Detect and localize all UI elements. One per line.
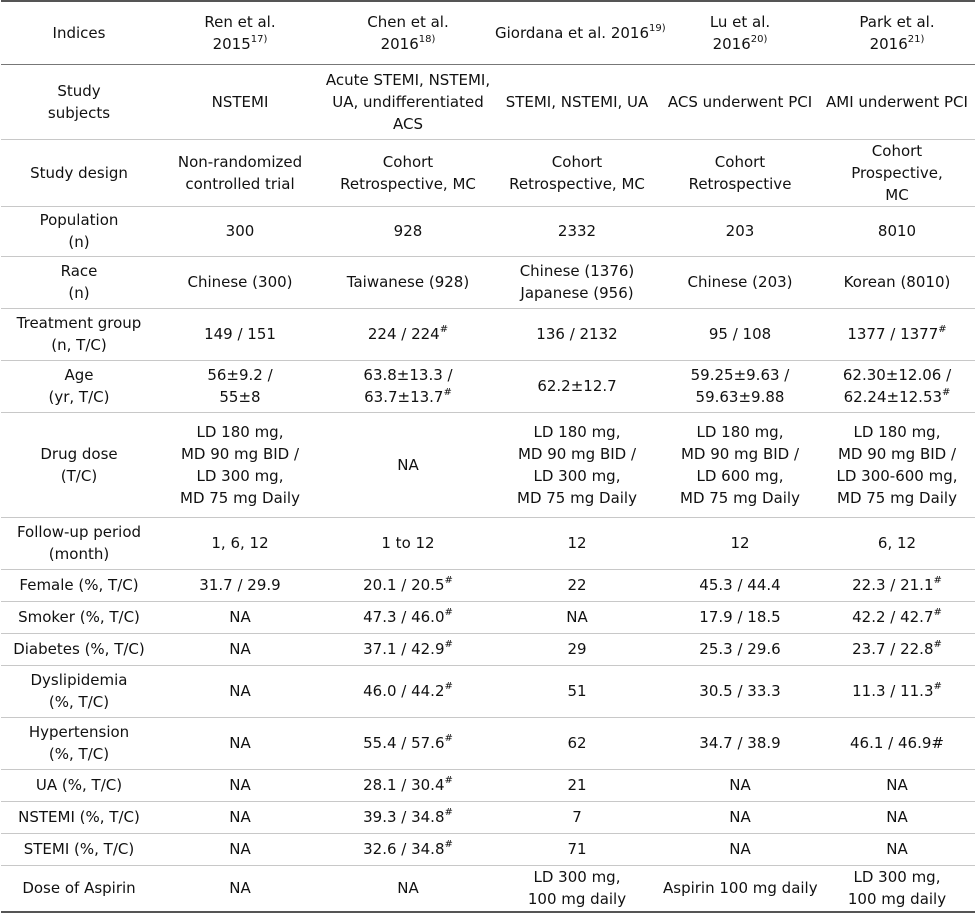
cell-line: 46.0 / 44.2#: [363, 681, 453, 700]
superscript: #: [933, 607, 942, 618]
table-cell: [157, 833, 323, 865]
cell-line: 59.25±9.63 /: [690, 366, 790, 384]
cell-line: ACS: [393, 114, 423, 133]
superscript: #: [933, 681, 942, 692]
table-cell: [493, 517, 661, 569]
cell-line: NA: [397, 879, 419, 898]
cell-line: 149 / 151: [204, 325, 276, 343]
table-row: [1, 801, 975, 833]
table-row: [1, 633, 975, 665]
table-cell: [661, 801, 819, 833]
table-cell: [323, 360, 493, 412]
cell-line: MD 90 mg BID /: [680, 444, 800, 463]
cell-line: 23.7 / 22.8#: [852, 639, 942, 658]
table-cell: [819, 569, 975, 601]
cell-line: LD 300 mg,: [533, 868, 621, 887]
table-cell: [323, 833, 493, 865]
cell-line: 63.8±13.3 /: [363, 366, 453, 384]
cell-line: 8010: [877, 222, 917, 240]
table-cell: [323, 517, 493, 569]
cell-line: STEMI (%, T/C): [23, 840, 135, 858]
superscript: #: [933, 575, 942, 586]
table-cell: [661, 769, 819, 801]
table-row: [1, 569, 975, 601]
cell-line: (yr, T/C): [48, 388, 110, 406]
table-cell: [323, 865, 493, 912]
cell-line: 62: [567, 734, 587, 752]
cell-line: NA: [229, 734, 251, 752]
cell-line: Hypertension: [28, 723, 130, 741]
table-cell: [493, 717, 661, 769]
table-cell: [819, 665, 975, 717]
table-row: [1, 308, 975, 360]
comparison-table: [1, 0, 975, 913]
cell-line: Ren et al.: [204, 12, 276, 31]
table-cell: [323, 64, 493, 139]
cell-line: NA: [886, 840, 908, 858]
cell-line: NA: [229, 879, 251, 898]
cell-line: MD 90 mg BID /: [837, 444, 957, 463]
table-cell: [493, 601, 661, 633]
superscript: #: [443, 387, 452, 398]
table-cell: [661, 517, 819, 569]
cell-line: 6, 12: [877, 534, 917, 552]
superscript: 17): [250, 33, 268, 45]
table-cell: [493, 769, 661, 801]
cell-line: 12: [567, 534, 587, 552]
cell-line: LD 300 mg,: [853, 868, 941, 887]
cell-line: MD 75 mg Daily: [517, 488, 637, 507]
table-cell: [157, 412, 323, 517]
superscript: #: [933, 639, 942, 650]
cell-line: LD 180 mg,: [853, 422, 941, 441]
table-cell: [157, 360, 323, 412]
cell-line: 62.24±12.53#: [843, 387, 951, 406]
cell-line: 2016$^{18)}$: [380, 33, 436, 53]
cell-line: 1, 6, 12: [211, 534, 269, 552]
cell-line: 2015$^{17)}$: [212, 33, 268, 53]
table-cell: [323, 717, 493, 769]
table-cell: [819, 360, 975, 412]
cell-line: MD 75 mg Daily: [837, 488, 957, 507]
table-cell: [661, 139, 819, 206]
cell-line: (month): [48, 545, 110, 563]
table-cell: [323, 769, 493, 801]
table-cell: [661, 633, 819, 665]
superscript: #: [444, 807, 453, 818]
table-cell: [819, 308, 975, 360]
table-cell: [819, 801, 975, 833]
cell-line: Age: [64, 366, 94, 384]
cell-line: NA: [229, 640, 251, 658]
cell-line: 21: [567, 776, 587, 794]
cell-line: NA: [729, 840, 751, 858]
cell-line: 1377 / 1377#: [847, 324, 947, 343]
cell-line: 2016$^{20)}$: [712, 33, 768, 53]
cell-line: MD 75 mg Daily: [680, 488, 800, 507]
cell-line: NA: [566, 608, 588, 626]
table-cell: [493, 633, 661, 665]
table-cell: [157, 569, 323, 601]
cell-line: 22.3 / 21.1#: [852, 575, 942, 594]
cell-line: UA (%, T/C): [35, 776, 123, 794]
table-cell: [323, 665, 493, 717]
table-row: [1, 665, 975, 717]
cell-line: LD 180 mg,: [533, 422, 621, 441]
cell-line: Non-randomized: [177, 152, 303, 171]
table-cell: [323, 412, 493, 517]
cell-line: 29: [567, 640, 587, 658]
superscript: #: [444, 775, 453, 786]
cell-line: 12: [730, 534, 750, 552]
superscript: #: [444, 639, 453, 650]
cell-line: LD 300-600 mg,: [836, 466, 958, 485]
row-label: [1, 601, 157, 633]
cell-line: 100 mg daily: [847, 890, 947, 909]
cell-line: 17.9 / 18.5: [699, 608, 781, 626]
cell-line: 63.7±13.7#: [364, 387, 452, 406]
row-label: [1, 801, 157, 833]
table-cell: [157, 206, 323, 256]
superscript: 18): [418, 33, 436, 45]
cell-line: 31.7 / 29.9: [199, 576, 281, 594]
superscript: #: [942, 387, 951, 398]
table-cell: [493, 64, 661, 139]
table-cell: [157, 865, 323, 912]
table-cell: [157, 601, 323, 633]
cell-line: Population: [39, 211, 119, 229]
cell-line: 45.3 / 44.4: [699, 576, 781, 594]
cell-line: (%, T/C): [48, 745, 110, 763]
table-cell: [493, 256, 661, 308]
table-cell: [323, 206, 493, 256]
cell-line: 39.3 / 34.8#: [363, 807, 453, 826]
row-label: [1, 256, 157, 308]
cell-line: 300: [225, 222, 255, 240]
table-cell: [661, 360, 819, 412]
table-cell: [819, 601, 975, 633]
cell-line: NA: [229, 840, 251, 858]
cell-line: NA: [229, 682, 251, 700]
table-row: [1, 717, 975, 769]
row-label: [1, 206, 157, 256]
table-cell: [157, 256, 323, 308]
table-cell: [157, 64, 323, 139]
table-row: [1, 517, 975, 569]
cell-line: Dose of Aspirin: [22, 879, 136, 898]
cell-line: 51: [567, 682, 587, 700]
cell-line: UA, undifferentiated: [332, 92, 484, 111]
table-row: [1, 412, 975, 517]
superscript: #: [444, 839, 453, 850]
table-cell: [493, 139, 661, 206]
table-cell: [323, 633, 493, 665]
cell-line: LD 300 mg,: [533, 466, 621, 485]
cell-line: MD 90 mg BID /: [180, 444, 300, 463]
superscript: #: [444, 733, 453, 744]
table-cell: [661, 412, 819, 517]
cell-line: 100 mg daily: [527, 890, 627, 909]
header-cell: [661, 1, 819, 64]
cell-line: MC: [885, 185, 909, 204]
cell-line: 22: [567, 576, 587, 594]
cell-line: 136 / 2132: [536, 325, 618, 343]
header-row: [1, 1, 975, 64]
cell-line: Cohort: [551, 152, 603, 171]
cell-line: subjects: [47, 103, 111, 122]
cell-line: (%, T/C): [48, 693, 110, 711]
cell-line: LD 180 mg,: [696, 422, 784, 441]
table-cell: [157, 308, 323, 360]
table-row: [1, 601, 975, 633]
cell-line: STEMI, NSTEMI, UA: [505, 92, 649, 111]
table-body: [1, 1, 975, 912]
table-cell: [661, 256, 819, 308]
cell-line: 20.1 / 20.5#: [363, 575, 453, 594]
table-row: [1, 360, 975, 412]
superscript: 20): [750, 33, 768, 45]
superscript: 21): [907, 33, 925, 45]
cell-line: Dyslipidemia: [30, 671, 128, 689]
cell-line: 62.30±12.06 /: [842, 366, 952, 384]
table-cell: [323, 569, 493, 601]
superscript: #: [938, 324, 947, 335]
table-cell: [661, 665, 819, 717]
cell-line: NA: [729, 776, 751, 794]
cell-line: Smoker (%, T/C): [18, 608, 140, 626]
cell-line: (n): [68, 233, 90, 251]
table-cell: [493, 801, 661, 833]
cell-line: 95 / 108: [708, 325, 772, 343]
cell-line: 47.3 / 46.0#: [363, 607, 453, 626]
row-label: [1, 139, 157, 206]
table-cell: [819, 139, 975, 206]
table-cell: [661, 64, 819, 139]
cell-line: 30.5 / 33.3: [699, 682, 781, 700]
table-cell: [157, 139, 323, 206]
cell-line: MD 75 mg Daily: [180, 488, 300, 507]
table-row: [1, 865, 975, 912]
cell-line: NA: [397, 455, 419, 474]
cell-line: Study: [57, 81, 101, 100]
table-cell: [819, 206, 975, 256]
cell-line: 62.2±12.7: [537, 377, 617, 395]
cell-line: 7: [572, 808, 582, 826]
table-cell: [493, 206, 661, 256]
cell-line: Retrospective, MC: [509, 174, 645, 193]
table-cell: [819, 256, 975, 308]
table-cell: [493, 308, 661, 360]
table-cell: [493, 412, 661, 517]
header-cell: [1, 1, 157, 64]
cell-line: Korean (8010): [843, 273, 951, 291]
cell-line: NA: [729, 808, 751, 826]
cell-line: AMI underwent PCI: [826, 92, 968, 111]
table-cell: [819, 412, 975, 517]
table-cell: [157, 717, 323, 769]
cell-line: LD 180 mg,: [196, 422, 284, 441]
cell-line: Cohort: [382, 152, 434, 171]
cell-line: NSTEMI (%, T/C): [18, 808, 140, 826]
row-label: [1, 717, 157, 769]
cell-line: LD 600 mg,: [696, 466, 784, 485]
table-row: [1, 206, 975, 256]
table-cell: [157, 633, 323, 665]
superscript: #: [444, 607, 453, 618]
cell-line: NA: [229, 608, 251, 626]
table-cell: [819, 717, 975, 769]
table-cell: [819, 769, 975, 801]
cell-line: NSTEMI: [211, 92, 269, 111]
cell-line: 56±9.2 /: [207, 366, 273, 384]
table-cell: [323, 601, 493, 633]
table-cell: [323, 308, 493, 360]
cell-line: controlled trial: [185, 174, 295, 193]
cell-line: 34.7 / 38.9: [699, 734, 781, 752]
cell-line: Treatment group: [16, 314, 142, 332]
cell-line: 46.1 / 46.9#: [850, 734, 944, 752]
superscript: #: [439, 324, 449, 335]
cell-line: Acute STEMI, NSTEMI,: [325, 70, 491, 89]
cell-line: Cohort: [714, 152, 766, 171]
cell-line: NA: [229, 808, 251, 826]
row-label: [1, 865, 157, 912]
row-label: [1, 412, 157, 517]
table-cell: [661, 601, 819, 633]
cell-line: Park et al.: [859, 12, 935, 31]
row-label: [1, 833, 157, 865]
cell-line: (T/C): [60, 466, 98, 485]
cell-line: Female (%, T/C): [19, 576, 139, 594]
superscript: 19): [649, 22, 666, 34]
cell-line: Chinese (300): [187, 273, 293, 291]
table-cell: [819, 517, 975, 569]
cell-line: 37.1 / 42.9#: [363, 639, 453, 658]
cell-line: MD 90 mg BID /: [517, 444, 637, 463]
cell-line: Retrospective, MC: [340, 174, 476, 193]
table-row: [1, 64, 975, 139]
cell-line: Chen et al.: [367, 12, 449, 31]
cell-line: Diabetes (%, T/C): [13, 640, 145, 658]
cell-line: Race: [60, 262, 98, 280]
cell-line: Aspirin 100 mg daily: [663, 879, 818, 898]
table-cell: [661, 569, 819, 601]
cell-line: Retrospective: [688, 174, 792, 193]
cell-line: NA: [886, 776, 908, 794]
table-cell: [661, 206, 819, 256]
cell-line: Japanese (956): [520, 284, 634, 302]
table-row: [1, 139, 975, 206]
cell-line: 59.63±9.88: [695, 388, 785, 406]
table-cell: [661, 833, 819, 865]
table-cell: [819, 633, 975, 665]
header-cell: [819, 1, 975, 64]
cell-line: 928: [393, 222, 423, 240]
cell-line: Chinese (203): [687, 273, 793, 291]
table-cell: [661, 308, 819, 360]
row-label: [1, 64, 157, 139]
superscript: #: [444, 575, 453, 586]
cell-line: NA: [886, 808, 908, 826]
cell-line: 32.6 / 34.8#: [363, 839, 453, 858]
row-label: [1, 633, 157, 665]
table-cell: [323, 139, 493, 206]
cell-line: Giordana et al. 2016$^{19)}$: [495, 22, 666, 42]
row-label: [1, 665, 157, 717]
cell-line: LD 300 mg,: [196, 466, 284, 485]
cell-line: 224 / 224#: [367, 324, 449, 343]
cell-line: Indices: [52, 23, 106, 42]
table-cell: [493, 833, 661, 865]
table-cell: [661, 717, 819, 769]
table-cell: [819, 865, 975, 912]
table-row: [1, 769, 975, 801]
cell-line: (n, T/C): [51, 336, 107, 354]
table-cell: [157, 801, 323, 833]
header-cell: [493, 1, 666, 64]
table-cell: [157, 769, 323, 801]
table-row: [1, 256, 975, 308]
table-cell: [493, 569, 661, 601]
cell-line: 55±8: [219, 388, 261, 406]
cell-line: 28.1 / 30.4#: [363, 775, 453, 794]
table-cell: [157, 517, 323, 569]
cell-line: Cohort: [871, 141, 923, 160]
row-label: [1, 360, 157, 412]
table-cell: [493, 360, 661, 412]
row-label: [1, 517, 157, 569]
table-cell: [493, 865, 661, 912]
cell-line: 55.4 / 57.6#: [363, 733, 453, 752]
table-cell: [819, 64, 975, 139]
cell-line: ACS underwent PCI: [667, 92, 813, 111]
cell-line: 203: [725, 222, 755, 240]
table-cell: [661, 865, 819, 912]
header-cell: [323, 1, 493, 64]
cell-line: Prospective,: [851, 163, 943, 182]
cell-line: 25.3 / 29.6: [699, 640, 781, 658]
cell-line: 1 to 12: [381, 534, 435, 552]
superscript: #: [444, 681, 453, 692]
cell-line: Follow-up period: [16, 523, 142, 541]
table-cell: [819, 833, 975, 865]
cell-line: 11.3 / 11.3#: [852, 681, 942, 700]
table-cell: [493, 665, 661, 717]
cell-line: Taiwanese (928): [346, 273, 470, 291]
table-cell: [157, 665, 323, 717]
row-label: [1, 569, 157, 601]
header-cell: [157, 1, 323, 64]
cell-line: Drug dose: [40, 444, 118, 463]
row-label: [1, 308, 157, 360]
table-row: [1, 833, 975, 865]
row-label: [1, 769, 157, 801]
cell-line: Study design: [30, 163, 128, 182]
cell-line: Chinese (1376): [519, 262, 635, 280]
cell-line: 71: [567, 840, 587, 858]
cell-line: NA: [229, 776, 251, 794]
cell-line: (n): [68, 284, 90, 302]
cell-line: 2016$^{21)}$: [869, 33, 925, 53]
table-cell: [323, 801, 493, 833]
table-cell: [323, 256, 493, 308]
cell-line: 2332: [557, 222, 597, 240]
cell-line: Lu et al.: [709, 12, 771, 31]
cell-line: 42.2 / 42.7#: [852, 607, 942, 626]
